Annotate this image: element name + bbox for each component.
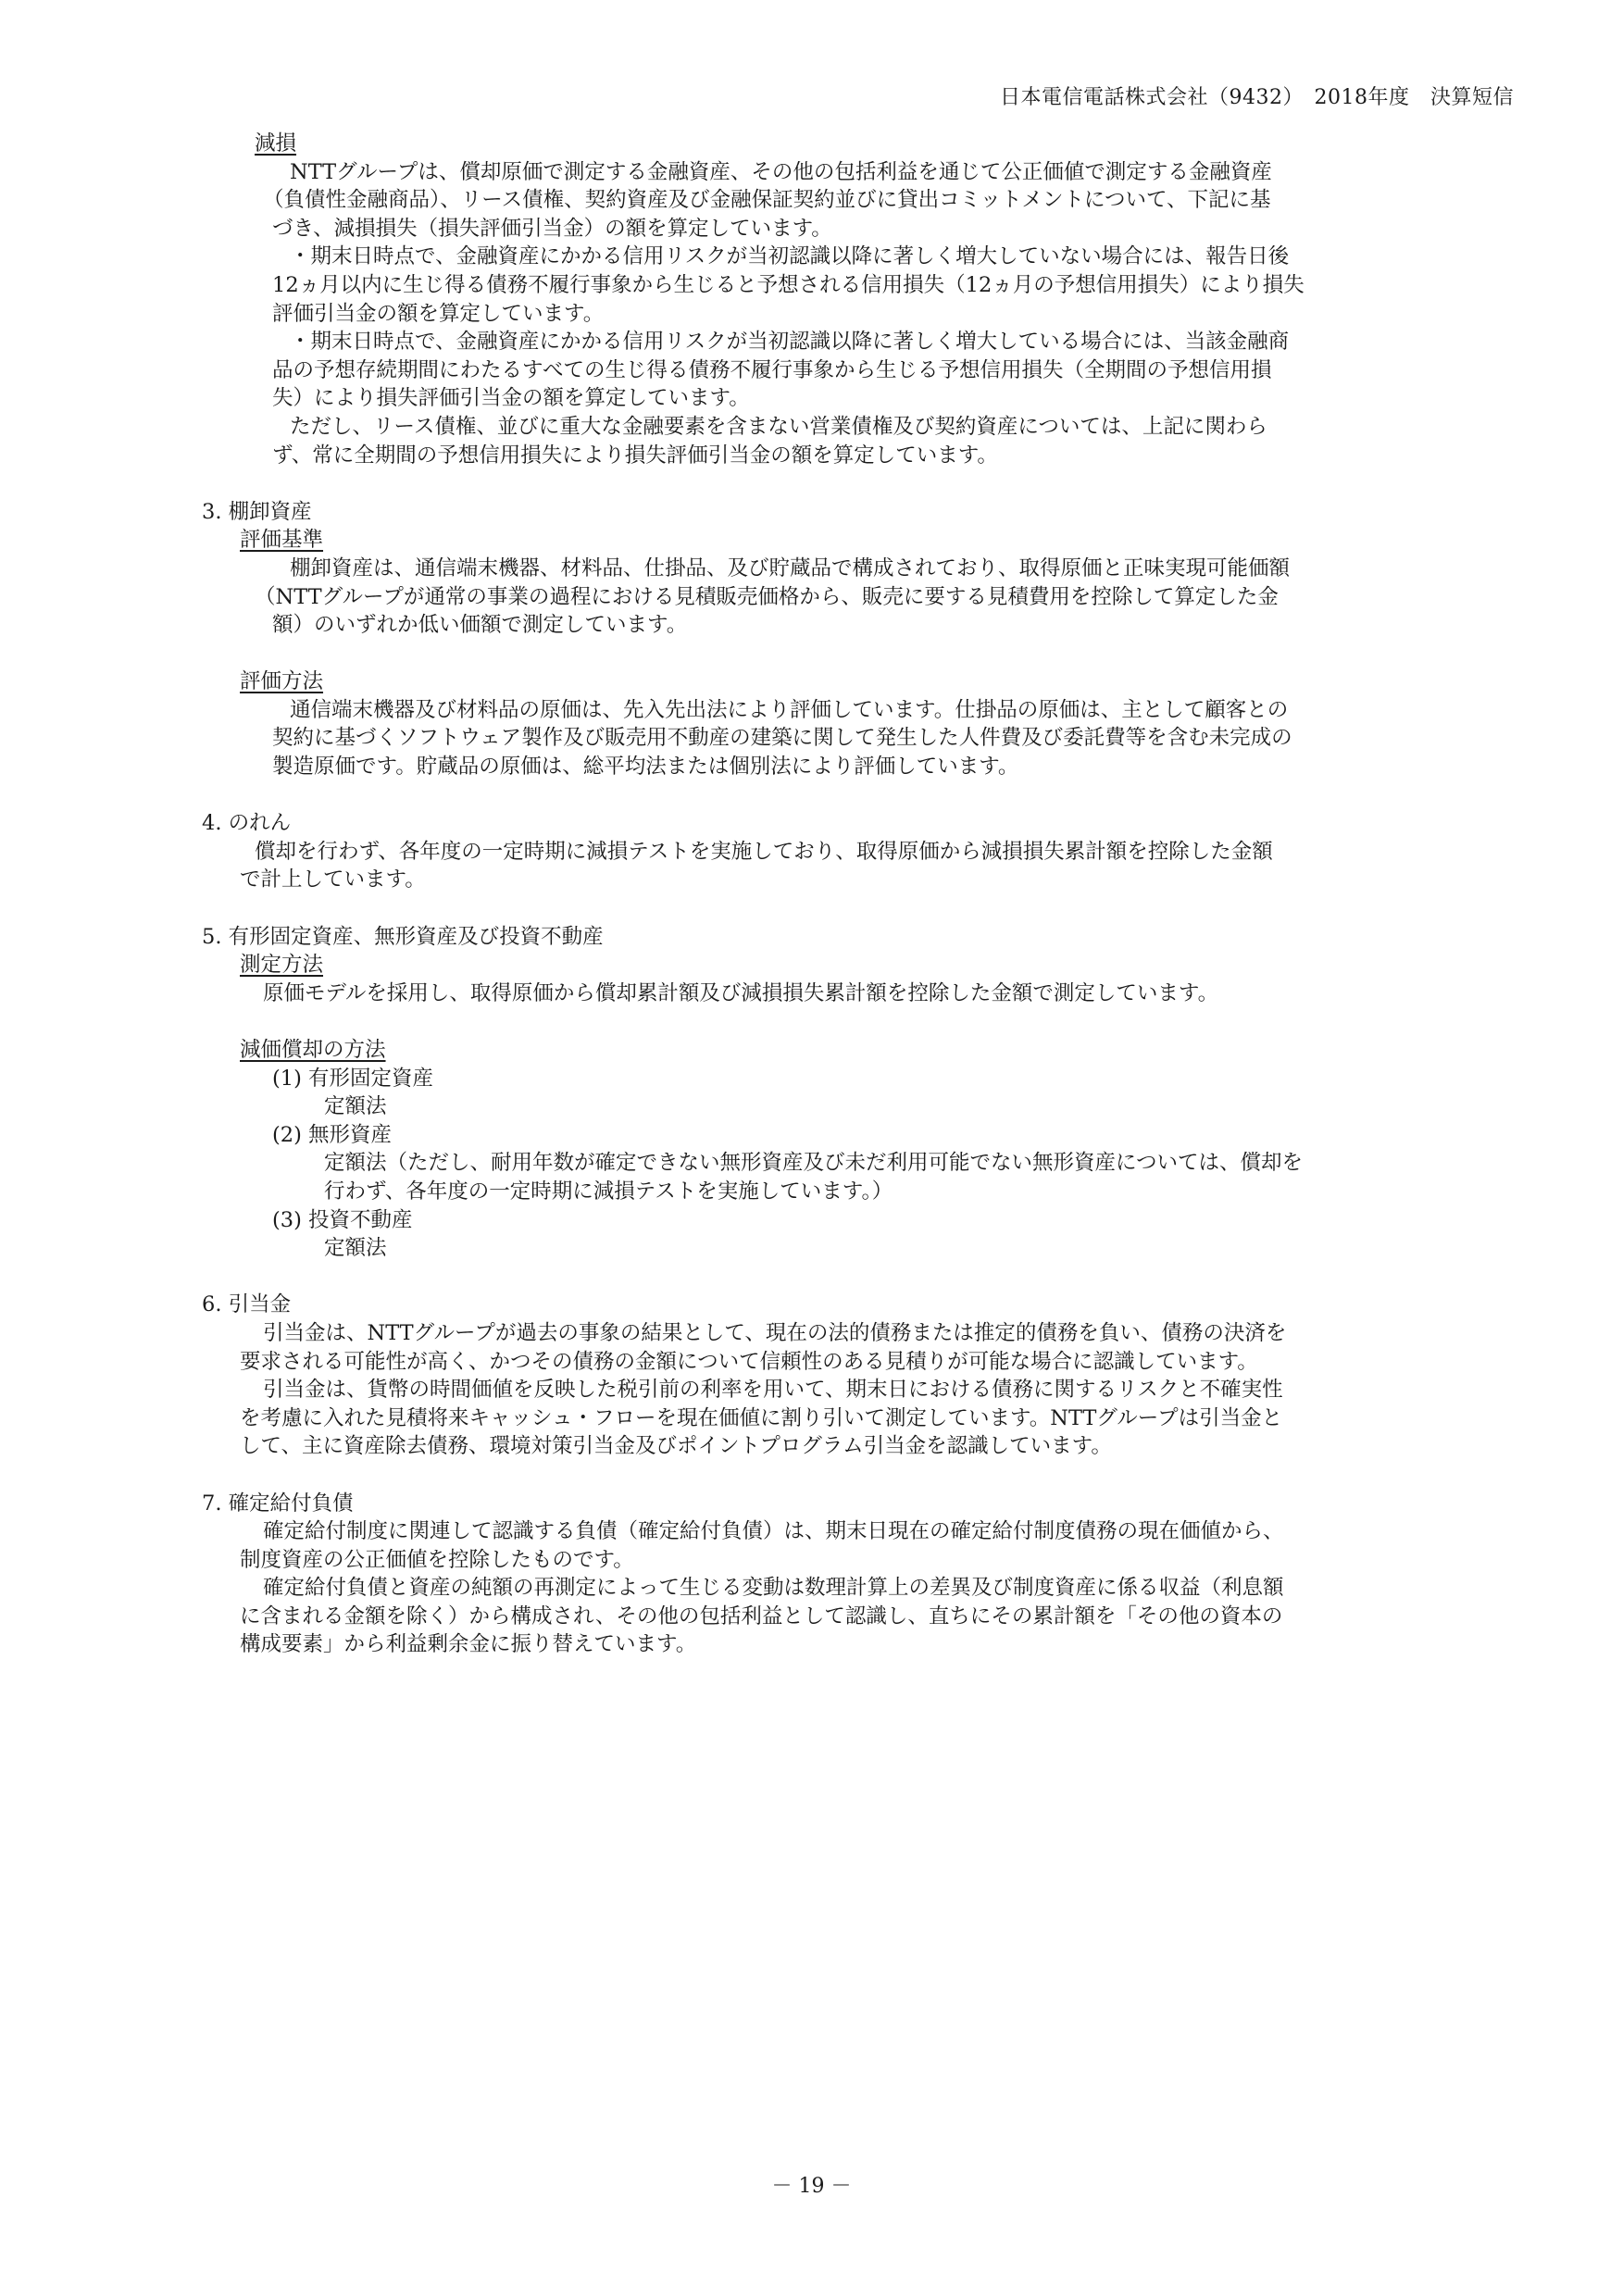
paragraph-line: づき、減損損失（損失評価引当金）の額を算定しています。 [272, 216, 832, 241]
defined-benefit-section [202, 1490, 1498, 1660]
paragraph-line: （負債性金融商品）、リース債権、契約資産及び金融保証契約並びに貸出コミットメントについて、下記に基 [263, 188, 1271, 213]
paragraph-line: 償却を行わず、各年度の一定時期に減損テストを実施しており、取得原価から減損損失累計額を控除した金額 [255, 839, 1273, 864]
paragraph-line: を考慮に入れた見積将来キャッシュ・フローを現在価値に割り引いて測定しています。NTTグループは引当金と [240, 1405, 1283, 1430]
subsection-heading: 測定方法 [240, 953, 324, 978]
section-heading: 5. 有形固定資産、無形資産及び投資不動産 [202, 924, 604, 949]
paragraph-line: 要求される可能性が高く、かつその債務の金額について信頼性のある見積りが可能な場合に認識しています。 [240, 1349, 1258, 1374]
paragraph-line: 評価引当金の額を算定しています。 [272, 301, 605, 326]
paragraph-line: 引当金は、NTTグループが過去の事象の結果として、現在の法的債務または推定的債務を負い、債務の決済を [263, 1320, 1287, 1345]
paragraph-line: 制度資産の公正価値を控除したものです。 [240, 1547, 634, 1572]
paragraph-line: 12ヵ月以内に生じ得る債務不履行事象から生じると予想される信用損失（12ヵ月の予想信用損失）により損失 [272, 272, 1305, 297]
subsection-heading: 評価方法 [240, 669, 324, 694]
list-item-label: (1) 有形固定資産 [272, 1066, 434, 1091]
paragraph-line: ・期末日時点で、金融資産にかかる信用リスクが当初認識以降に著しく増大していない場合には、報告日後 [290, 244, 1290, 269]
paragraph-line: 製造原価です。貯蔵品の原価は、総平均法または個別法により評価しています。 [272, 755, 1019, 780]
paragraph-line: 確定給付負債と資産の純額の再測定によって生じる変動は数理計算上の差異及び制度資産に係る収益（利息額 [263, 1576, 1284, 1601]
subsection-heading: 評価基準 [240, 528, 324, 553]
list-item-value: 行わず、各年度の一定時期に減損テストを実施しています。） [324, 1179, 893, 1204]
section-heading: 7. 確定給付負債 [202, 1491, 354, 1516]
paragraph-line: NTTグループは、償却原価で測定する金融資産、その他の包括利益を通じて公正価値で測定する金融資産 [290, 159, 1272, 184]
list-item-label: (2) 無形資産 [272, 1122, 393, 1147]
page-number: － 19 － [771, 2175, 852, 2198]
paragraph-line: に含まれる金額を除く）から構成され、その他の包括利益として認識し、直ちにその累計額を「その他の資本の [240, 1603, 1283, 1628]
paragraph-line: 原価モデルを採用し、取得原価から償却累計額及び減損損失累計額を控除した金額で測定しています。 [263, 980, 1219, 1005]
page-header [1000, 81, 1514, 110]
list-item-value: 定額法（ただし、耐用年数が確定できない無形資産及び未だ利用可能でない無形資産については、償却を [324, 1151, 1304, 1176]
fixed-assets-section [202, 923, 1498, 1263]
impairment-section [202, 130, 1498, 469]
goodwill-section [202, 809, 1498, 894]
document-body [202, 130, 1498, 1659]
provisions-section [202, 1291, 1498, 1461]
impairment-title: 減損 [255, 131, 297, 156]
section-heading: 3. 棚卸資産 [202, 499, 312, 524]
paragraph-line: 失）により損失評価引当金の額を算定しています。 [272, 386, 750, 411]
list-item-value: 定額法 [324, 1236, 387, 1261]
paragraph-line: ・期末日時点で、金融資産にかかる信用リスクが当初認識以降に著しく増大している場合には、当該金融商 [290, 330, 1290, 355]
paragraph-line: して、主に資産除去債務、環境対策引当金及びポイントプログラム引当金を認識しています。 [240, 1434, 1112, 1459]
paragraph-line: 棚卸資産は、通信端末機器、材料品、仕掛品、及び貯蔵品で構成されており、取得原価と正味実現可能価額 [290, 555, 1291, 580]
paragraph-line: ず、常に全期間の予想信用損失により損失評価引当金の額を算定しています。 [272, 443, 998, 468]
list-item-label: (3) 投資不動産 [272, 1207, 413, 1232]
list-item-value: 定額法 [324, 1094, 387, 1119]
report-title: 2018年度 決算短信 [1314, 86, 1514, 109]
paragraph-line: 構成要素」から利益剰余金に振り替えています。 [240, 1632, 697, 1657]
section-heading: 4. のれん [202, 811, 292, 836]
inventory-section [202, 498, 1498, 781]
paragraph-line: で計上しています。 [240, 867, 426, 892]
section-heading: 6. 引当金 [202, 1292, 292, 1317]
paragraph-line: （NTTグループが通常の事業の過程における見積販売価格から、販売に要する見積費用を控除して算定した金 [255, 584, 1279, 609]
paragraph-line: 額）のいずれか低い価額で測定しています。 [272, 613, 688, 638]
paragraph-line: 通信端末機器及び材料品の原価は、先入先出法により評価しています。仕掛品の原価は、主として顧客との [290, 697, 1289, 722]
paragraph-line: ただし、リース債権、並びに重大な金融要素を含まない営業債権及び契約資産については、上記に関わら [290, 414, 1267, 439]
paragraph-line: 引当金は、貨幣の時間価値を反映した税引前の利率を用いて、期末日における債務に関するリスクと不確実性 [263, 1378, 1283, 1403]
company-name: 日本電信電話株式会社（9432） [999, 86, 1293, 109]
subsection-heading: 減価償却の方法 [240, 1038, 386, 1062]
paragraph-line: 契約に基づくソフトウェア製作及び販売用不動産の建築に関して発生した人件費及び委託費等を含む未完成の [272, 726, 1292, 751]
paragraph-line: 品の予想存続期間にわたるすべての生じ得る債務不履行事象から生じる予想信用損失（全期間の予想信用損 [272, 357, 1272, 382]
paragraph-line: 確定給付制度に関連して認識する負債（確定給付負債）は、期末日現在の確定給付制度債務の現在価値から、 [263, 1519, 1284, 1544]
